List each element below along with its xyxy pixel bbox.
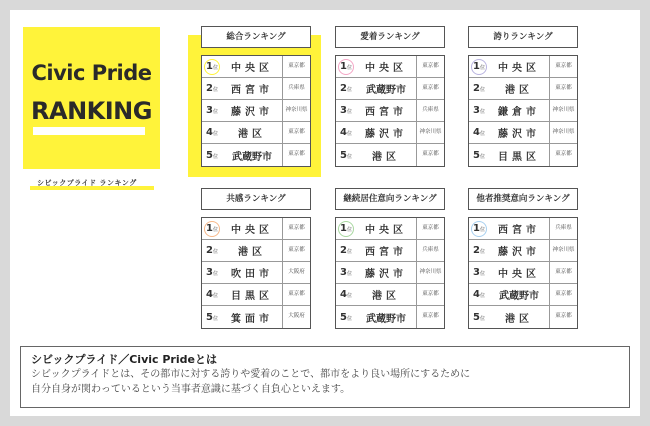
rank-suffix: 位 — [479, 65, 485, 71]
ranking-table — [201, 55, 311, 167]
ranking-row — [469, 262, 577, 284]
city-name: 藤沢市 — [498, 247, 540, 258]
ranking-row — [336, 122, 444, 144]
ranking-row — [336, 240, 444, 262]
rank-suffix: 位 — [346, 227, 352, 233]
rank-value: 5 — [340, 149, 347, 161]
prefecture-name: 神奈川県 — [549, 122, 577, 143]
definition-box — [20, 346, 630, 408]
ranking-row — [469, 100, 577, 122]
logo-subtitle: シビックプライド ランキング — [37, 179, 137, 187]
ranking-row — [202, 306, 310, 328]
prefecture-name: 東京都 — [282, 122, 310, 143]
ranking-title — [335, 188, 445, 210]
rank-number — [469, 312, 489, 323]
ranking-table — [335, 217, 445, 329]
prefecture-name: 東京都 — [549, 56, 577, 77]
city-name: 中央区 — [498, 63, 540, 74]
rank-suffix: 位 — [346, 271, 352, 277]
city-name: 西宮市 — [365, 107, 407, 118]
prefecture-name: 東京都 — [549, 284, 577, 305]
prefecture-name: 神奈川県 — [416, 262, 444, 283]
city-name: 西宮市 — [498, 225, 540, 236]
rank-suffix: 位 — [212, 249, 218, 255]
rank-value: 2 — [473, 83, 480, 94]
infographic — [10, 10, 640, 416]
rank-suffix: 位 — [479, 109, 485, 115]
rank-number — [202, 127, 222, 138]
rank-number — [469, 289, 489, 300]
rank-number — [469, 105, 489, 116]
ranking-title-text: 共感ランキング — [226, 194, 286, 204]
city-name: 西宮市 — [231, 85, 273, 96]
ranking-table — [201, 217, 311, 329]
rank-number — [202, 150, 222, 161]
prefecture-name: 大阪府 — [282, 262, 310, 283]
city-name: 中央区 — [231, 225, 273, 236]
ranking-title-text: 継続居住意向ランキング — [343, 194, 437, 204]
rank-value: 2 — [340, 245, 347, 256]
ranking-title — [335, 26, 445, 48]
definition-line: シビックプライドとは、その都市に対する誇りや愛着のことで、都市をより良い場所にするために — [31, 369, 471, 380]
rank-suffix: 位 — [346, 87, 352, 93]
prefecture-name: 東京都 — [416, 56, 444, 77]
rank-value: 2 — [473, 245, 480, 256]
rank-number — [202, 267, 222, 278]
city-name: 藤沢市 — [365, 269, 407, 280]
rank-value: 2 — [206, 245, 213, 256]
ranking-row — [336, 78, 444, 100]
prefecture-name: 東京都 — [416, 284, 444, 305]
ranking-title — [201, 188, 311, 210]
rank-value: 3 — [206, 105, 213, 116]
rank-suffix: 位 — [346, 293, 352, 299]
prefecture-name: 大阪府 — [282, 306, 310, 328]
ranking-title — [201, 26, 311, 48]
rank-number — [336, 61, 356, 72]
prefecture-name: 神奈川県 — [549, 240, 577, 261]
rank-value: 4 — [206, 127, 213, 138]
rank-number — [202, 83, 222, 94]
city-name: 中央区 — [231, 63, 273, 74]
rank-circle — [471, 59, 487, 75]
rank-number — [202, 289, 222, 300]
civic-pride-logo — [23, 27, 160, 169]
logo-line2: RANKING — [31, 97, 152, 125]
rank-number — [469, 150, 489, 161]
city-name: 鎌倉市 — [498, 107, 540, 118]
city-name: 中央区 — [498, 269, 540, 280]
rank-value: 3 — [340, 105, 347, 116]
rank-value: 2 — [206, 83, 213, 94]
ranking-title-text: 総合ランキング — [226, 32, 286, 42]
prefecture-name: 神奈川県 — [416, 122, 444, 143]
rank-suffix: 位 — [479, 153, 485, 160]
ranking-row — [336, 144, 444, 166]
ranking-table — [468, 55, 578, 167]
city-name: 港区 — [238, 129, 266, 140]
city-name: 武蔵野市 — [499, 291, 539, 302]
rank-number — [336, 289, 356, 300]
city-name: 武蔵野市 — [366, 313, 406, 325]
ranking-row — [202, 284, 310, 306]
prefecture-name: 兵庫県 — [416, 100, 444, 121]
ranking-row — [336, 218, 444, 240]
ranking-row — [202, 56, 310, 78]
city-name: 藤沢市 — [231, 107, 273, 118]
rank-suffix: 位 — [346, 65, 352, 71]
ranking-row — [336, 262, 444, 284]
city-name: 武蔵野市 — [232, 151, 272, 163]
prefecture-name: 東京都 — [416, 78, 444, 99]
ranking-row — [336, 284, 444, 306]
city-name: 目黒区 — [498, 151, 540, 163]
rank-suffix: 位 — [479, 315, 485, 322]
definition-title: シビックプライド／Civic Prideとは — [31, 353, 217, 366]
ranking-row — [202, 218, 310, 240]
rank-number — [336, 245, 356, 256]
definition-line: 自分自身が関わっているという当事者意識に基づく自負心といえます。 — [31, 384, 351, 395]
rank-suffix: 位 — [346, 109, 352, 115]
rank-suffix: 位 — [479, 227, 485, 233]
prefecture-name: 東京都 — [282, 240, 310, 261]
rank-value: 5 — [473, 149, 480, 161]
city-name: 箕面市 — [231, 313, 273, 325]
ranking-title — [468, 26, 578, 48]
ranking-row — [469, 240, 577, 262]
prefecture-name: 東京都 — [416, 218, 444, 239]
rank-number — [336, 267, 356, 278]
rank-value: 1 — [206, 61, 213, 72]
prefecture-name: 東京都 — [282, 144, 310, 166]
ranking-table — [335, 55, 445, 167]
rank-value: 5 — [340, 311, 347, 323]
ranking-row — [469, 218, 577, 240]
rank-number — [336, 83, 356, 94]
prefecture-name: 兵庫県 — [282, 78, 310, 99]
logo-line1: Civic Pride — [31, 61, 152, 85]
city-name: 武蔵野市 — [366, 85, 406, 96]
city-name: 藤沢市 — [365, 129, 407, 140]
city-name: 中央区 — [365, 225, 407, 236]
rank-suffix: 位 — [212, 65, 218, 71]
ranking-row — [336, 100, 444, 122]
city-name: 目黒区 — [231, 291, 273, 302]
rank-value: 2 — [340, 83, 347, 94]
rank-value: 4 — [340, 289, 347, 300]
rank-circle — [204, 59, 220, 75]
ranking-row — [336, 306, 444, 328]
city-name: 吹田市 — [231, 269, 273, 280]
city-name: 港区 — [505, 85, 533, 96]
city-name: 港区 — [238, 247, 266, 258]
ranking-title-text: 他者推奨意向ランキング — [476, 194, 570, 204]
ranking-row — [469, 144, 577, 166]
prefecture-name: 東京都 — [282, 284, 310, 305]
rank-value: 1 — [473, 61, 480, 72]
rank-suffix: 位 — [346, 315, 352, 322]
ranking-row — [469, 56, 577, 78]
ranking-row — [469, 306, 577, 328]
rank-suffix: 位 — [212, 271, 218, 277]
prefecture-name: 兵庫県 — [416, 240, 444, 261]
rank-value: 3 — [473, 105, 480, 116]
prefecture-name: 東京都 — [549, 262, 577, 283]
rank-value: 5 — [206, 311, 213, 323]
rank-number — [336, 127, 356, 138]
prefecture-name: 東京都 — [549, 78, 577, 99]
rank-value: 4 — [473, 127, 480, 138]
prefecture-name: 神奈川県 — [282, 100, 310, 121]
city-name: 中央区 — [365, 63, 407, 74]
ranking-table — [468, 217, 578, 329]
rank-number — [469, 127, 489, 138]
rank-number — [202, 245, 222, 256]
rank-suffix: 位 — [212, 315, 218, 322]
rank-circle — [338, 221, 354, 237]
rank-value: 3 — [473, 267, 480, 278]
ranking-row — [469, 78, 577, 100]
rank-value: 1 — [340, 61, 347, 72]
rank-value: 4 — [473, 289, 480, 300]
prefecture-name: 東京都 — [549, 144, 577, 166]
ranking-row — [469, 122, 577, 144]
ranking-row — [336, 56, 444, 78]
rank-value: 3 — [206, 267, 213, 278]
rank-value: 5 — [473, 311, 480, 323]
city-name: 西宮市 — [365, 247, 407, 258]
rank-value: 1 — [206, 223, 213, 234]
rank-number — [469, 245, 489, 256]
ranking-row — [202, 262, 310, 284]
rank-number — [336, 105, 356, 116]
ranking-row — [469, 284, 577, 306]
ranking-row — [202, 100, 310, 122]
rank-number — [469, 223, 489, 234]
rank-number — [336, 150, 356, 161]
prefecture-name: 神奈川県 — [549, 100, 577, 121]
rank-suffix: 位 — [212, 153, 218, 160]
rank-value: 3 — [340, 267, 347, 278]
ranking-row — [202, 78, 310, 100]
rank-value: 4 — [340, 127, 347, 138]
prefecture-name: 東京都 — [416, 144, 444, 166]
rank-number — [469, 83, 489, 94]
rank-suffix: 位 — [212, 293, 218, 299]
logo-stripe — [33, 127, 145, 135]
rank-value: 1 — [473, 223, 480, 234]
rank-suffix: 位 — [346, 249, 352, 255]
rank-number — [469, 267, 489, 278]
rank-suffix: 位 — [212, 131, 218, 137]
prefecture-name: 兵庫県 — [549, 218, 577, 239]
rank-suffix: 位 — [479, 131, 485, 137]
prefecture-name: 東京都 — [549, 306, 577, 328]
ranking-row — [202, 144, 310, 166]
rank-value: 4 — [206, 289, 213, 300]
rank-number — [202, 61, 222, 72]
rank-number — [469, 61, 489, 72]
ranking-title — [468, 188, 578, 210]
rank-number — [202, 223, 222, 234]
rank-value: 1 — [340, 223, 347, 234]
ranking-title-text: 誇りランキング — [493, 32, 553, 42]
city-name: 港区 — [372, 291, 400, 302]
rank-number — [202, 105, 222, 116]
rank-suffix: 位 — [212, 87, 218, 93]
rank-circle — [204, 221, 220, 237]
city-name: 藤沢市 — [498, 129, 540, 140]
rank-suffix: 位 — [479, 271, 485, 277]
rank-suffix: 位 — [346, 153, 352, 160]
rank-suffix: 位 — [346, 131, 352, 137]
prefecture-name: 東京都 — [282, 56, 310, 77]
prefecture-name: 東京都 — [416, 306, 444, 328]
rank-number — [202, 312, 222, 323]
rank-circle — [338, 59, 354, 75]
rank-suffix: 位 — [212, 109, 218, 115]
city-name: 港区 — [372, 151, 400, 163]
rank-circle — [471, 221, 487, 237]
rank-number — [336, 312, 356, 323]
rank-value: 5 — [206, 149, 213, 161]
ranking-row — [202, 240, 310, 262]
rank-suffix: 位 — [479, 87, 485, 93]
rank-number — [336, 223, 356, 234]
ranking-row — [202, 122, 310, 144]
ranking-title-text: 愛着ランキング — [360, 32, 420, 42]
rank-suffix: 位 — [212, 227, 218, 233]
city-name: 港区 — [505, 313, 533, 325]
rank-suffix: 位 — [479, 249, 485, 255]
prefecture-name: 東京都 — [282, 218, 310, 239]
rank-suffix: 位 — [479, 293, 485, 299]
